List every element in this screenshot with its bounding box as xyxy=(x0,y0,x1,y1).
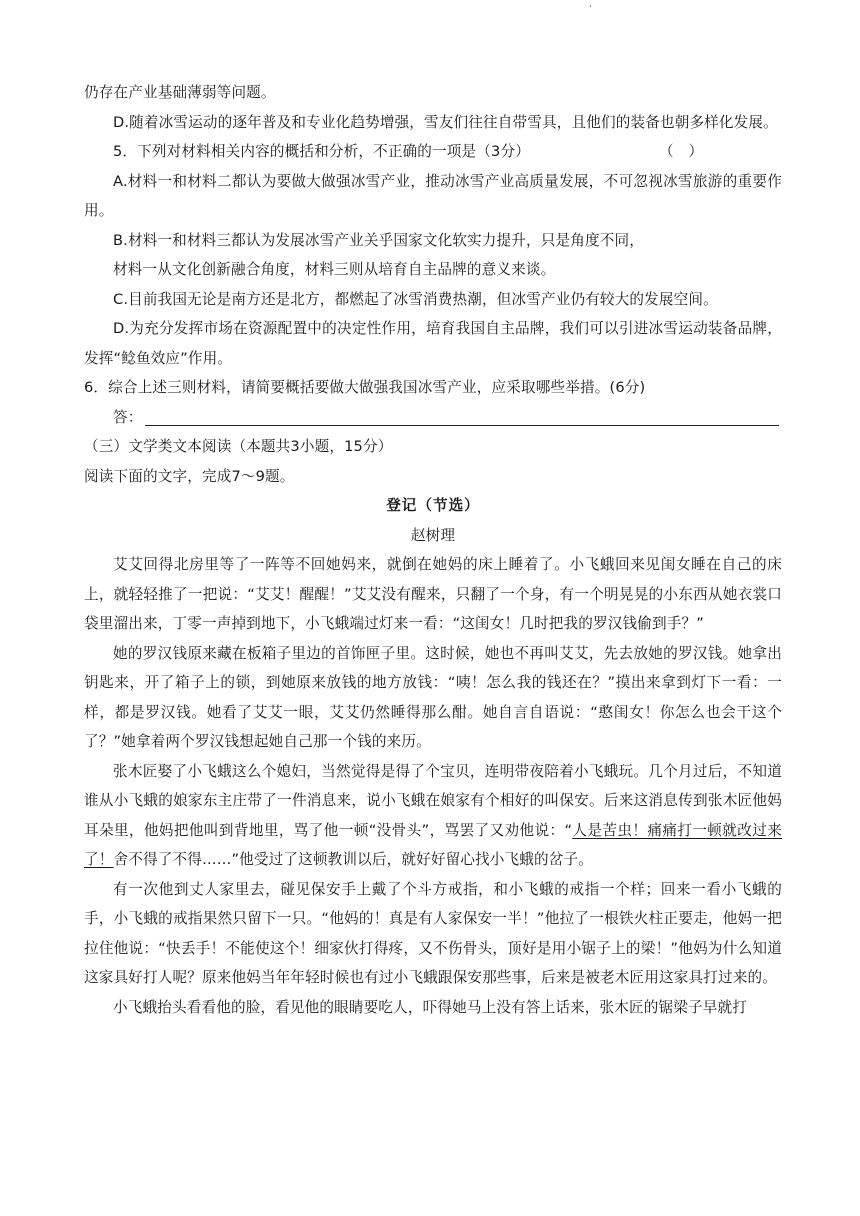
story-paragraph xyxy=(84,757,782,875)
story-text: 舍不得了不得……”他受过了这顿教训以后，就好好留心找小飞蛾的岔子。 xyxy=(113,851,594,868)
question-5 xyxy=(84,137,782,167)
answer-label: 答： xyxy=(113,408,143,426)
question-5-option-b-continued: 材料一从文化创新融合角度，材料三则从培育自主品牌的意义来谈。 xyxy=(113,261,556,278)
story-paragraph: 艾艾回得北房里等了一阵等不回她妈来，就倒在她妈的床上睡着了。小飞蛾回来见闺女睡在自己的床上，就轻轻推了一把说：“艾艾！醒醒！”艾艾没有醒来，只翻了一个身，有一个明晃晃的小东西从她衣裳口袋里溜出来，丁零一声掉到地下，小飞蛾端过灯来一看：“这闺女！几时把我的罗汉钱偷到手？” xyxy=(84,556,782,632)
story-author: 赵树理 xyxy=(410,526,456,544)
answer-line[interactable] xyxy=(145,407,779,426)
question-5-option-a: A.材料一和材料二都认为要做大做强冰雪产业，推动冰雪产业高质量发展，不可忽视冰雪旅游的重要作用。 xyxy=(84,172,782,219)
option-d-previous-question: D.随着冰雪运动的逐年普及和专业化趋势增强，雪友们往往自带雪具，且他们的装备也朝多样化发展。 xyxy=(113,113,778,131)
header-dot: · xyxy=(589,2,592,12)
answer-row xyxy=(84,403,782,433)
section-heading: （三）文学类文本阅读（本题共3小题，15分） xyxy=(84,438,393,455)
story-paragraph: 她的罗汉钱原来藏在板箱子里边的首饰匣子里。这时候，她也不再叫艾艾，先去放她的罗汉钱。她拿出钥匙来，开了箱子上的锁，到她原来放钱的地方放钱：“咦！怎么我的钱还在？”摸出来拿到灯下一看：一样，都是罗汉钱。她看了艾艾一眼，艾艾仍然睡得那么酣。她自言自语说：“憨闺女！你怎么也会干这个了？”她拿着两个罗汉钱想起她自己那一个钱的来历。 xyxy=(84,644,782,750)
question-5-option-b: B.材料一和材料三都认为发展冰雪产业关乎国家文化软实力提升，只是角度不同， xyxy=(113,231,644,249)
question-5-option-c: C.目前我国无论是南方还是北方，都燃起了冰雪消费热潮，但冰雪产业仍有较大的发展空间。 xyxy=(113,290,718,308)
story-paragraph: 有一次他到丈人家里去，碰见保安手上戴了个斗方戒指，和小飞蛾的戒指一个样；回来一看小飞蛾的手，小飞蛾的戒指果然只留下一只。“他妈的！真是有人家保安一半！”他拉了一根铁火柱正要走，他妈一把拉住他说：“快丢手！不能使这个！细家伙打得疼，又不伤骨头，顶好是用小锯子上的梁！”他妈为什么知道这家具好打人呢？原来他妈当年年轻时候也有过小飞蛾跟保安那些事，后来是被老木匠用这家具打过来的。 xyxy=(84,880,782,986)
question-5-text: 5．下列对材料相关内容的概括和分析，不正确的一项是（3分） xyxy=(113,143,530,160)
underlined-quote: 人是苦虫！痛痛打一顿就改过来了！ xyxy=(84,821,782,868)
question-5-option-d: D.为充分发挥市场在资源配置中的决定性作用，培育我国自主品牌，我们可以引进冰雪运动装备品牌，发挥“鲶鱼效应”作用。 xyxy=(84,320,782,367)
story-text: 张木匠娶了小飞蛾这么个媳妇，当然觉得是得了个宝贝，连明带夜陪着小飞蛾玩。几个月过后，不知道谁从小飞蛾的娘家东主庄带了一件消息来，说小飞蛾在娘家有个相好的叫保安。后来这消息传到张木匠他妈耳朵里，他妈把他叫到背地里，骂了他一顿“没骨头”，骂罢了又劝他说：“ xyxy=(84,762,782,839)
answer-parentheses: （ ） xyxy=(659,143,704,160)
question-6: 6．综合上述三则材料，请简要概括要做大做强我国冰雪产业，应采取哪些举措。(6分) xyxy=(84,379,646,396)
story-paragraph: 小飞蛾抬头看看他的脸，看见他的眼睛要吃人，吓得她马上没有答上话来，张木匠的锯梁子早就打 xyxy=(113,998,747,1016)
document-body xyxy=(84,78,782,1022)
story-title: 登记（节选） xyxy=(386,497,480,514)
reading-instruction: 阅读下面的文字，完成7～9题。 xyxy=(84,467,295,485)
paragraph-continuation: 仍存在产业基础薄弱等问题。 xyxy=(84,84,276,101)
